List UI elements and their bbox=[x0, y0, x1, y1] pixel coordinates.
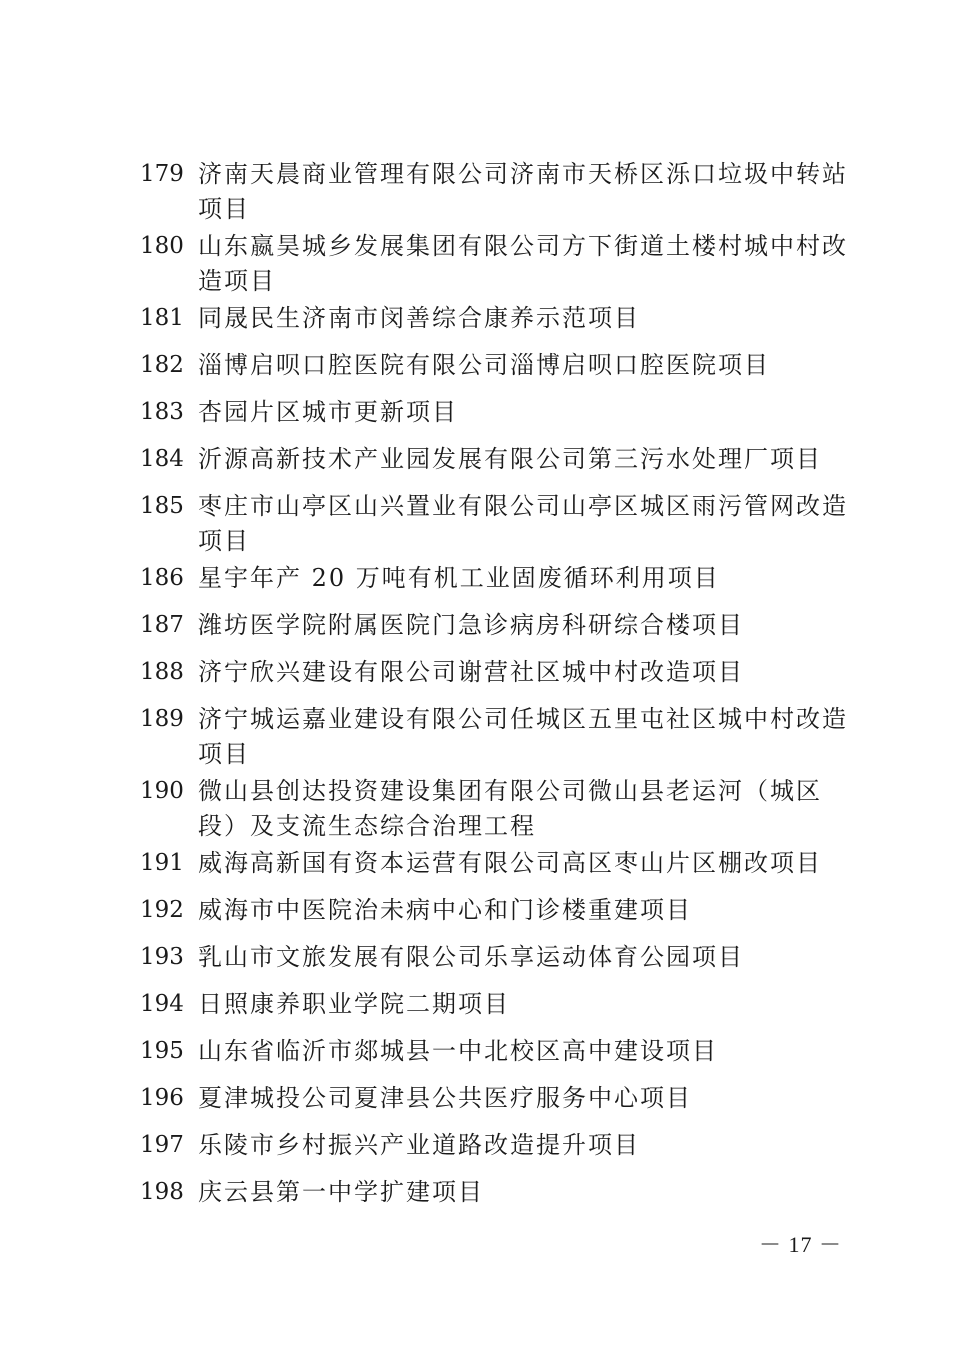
item-text: 济南天晨商业管理有限公司济南市天桥区泺口垃圾中转站项目 bbox=[198, 160, 848, 223]
item-text: 乳山市文旅发展有限公司乐享运动体育公园项目 bbox=[198, 943, 744, 971]
item-number: 184 bbox=[140, 446, 184, 472]
list-item bbox=[140, 157, 860, 227]
item-text: 乐陵市乡村振兴产业道路改造提升项目 bbox=[198, 1131, 640, 1159]
list-item bbox=[140, 893, 860, 928]
list-item bbox=[140, 348, 860, 383]
item-text: 山东嬴昊城乡发展集团有限公司方下街道土楼村城中村改造项目 bbox=[198, 232, 848, 295]
item-number: 190 bbox=[140, 778, 184, 804]
item-number: 193 bbox=[140, 944, 184, 970]
item-text: 庆云县第一中学扩建项目 bbox=[198, 1178, 484, 1206]
item-number: 185 bbox=[140, 493, 184, 519]
item-number: 197 bbox=[140, 1132, 184, 1158]
item-text: 微山县创达投资建设集团有限公司微山县老运河（城区段）及支流生态综合治理工程 bbox=[198, 777, 822, 840]
item-text: 济宁欣兴建设有限公司谢营社区城中村改造项目 bbox=[198, 658, 744, 686]
item-number: 179 bbox=[140, 161, 184, 187]
list-item bbox=[140, 1034, 860, 1069]
item-number: 196 bbox=[140, 1085, 184, 1111]
item-number: 189 bbox=[140, 706, 184, 732]
list-item bbox=[140, 301, 860, 336]
item-number: 180 bbox=[140, 233, 184, 259]
item-number: 186 bbox=[140, 565, 184, 591]
item-text: 夏津城投公司夏津县公共医疗服务中心项目 bbox=[198, 1084, 692, 1112]
project-list bbox=[140, 157, 860, 1222]
item-text: 山东省临沂市郯城县一中北校区高中建设项目 bbox=[198, 1037, 718, 1065]
item-text: 杏园片区城市更新项目 bbox=[198, 398, 458, 426]
list-item bbox=[140, 395, 860, 430]
item-number: 198 bbox=[140, 1179, 184, 1205]
item-text: 威海市中医院治未病中心和门诊楼重建项目 bbox=[198, 896, 692, 924]
item-number: 191 bbox=[140, 850, 184, 876]
list-item bbox=[140, 608, 860, 643]
item-number: 194 bbox=[140, 991, 184, 1017]
list-item bbox=[140, 774, 860, 844]
item-text: 济宁城运嘉业建设有限公司任城区五里屯社区城中村改造项目 bbox=[198, 705, 848, 768]
item-number: 188 bbox=[140, 659, 184, 685]
item-text: 日照康养职业学院二期项目 bbox=[198, 990, 510, 1018]
item-text: 星宇年产 20 万吨有机工业固废循环利用项目 bbox=[198, 564, 720, 592]
item-text: 威海高新国有资本运营有限公司高区枣山片区棚改项目 bbox=[198, 849, 822, 877]
list-item bbox=[140, 846, 860, 881]
item-number: 192 bbox=[140, 897, 184, 923]
list-item bbox=[140, 655, 860, 690]
list-item bbox=[140, 940, 860, 975]
list-item bbox=[140, 229, 860, 299]
item-text: 沂源高新技术产业园发展有限公司第三污水处理厂项目 bbox=[198, 445, 822, 473]
item-number: 181 bbox=[140, 305, 184, 331]
list-item bbox=[140, 561, 860, 596]
list-item bbox=[140, 987, 860, 1022]
item-number: 195 bbox=[140, 1038, 184, 1064]
item-text: 枣庄市山亭区山兴置业有限公司山亭区城区雨污管网改造项目 bbox=[198, 492, 848, 555]
list-item bbox=[140, 489, 860, 559]
item-number: 182 bbox=[140, 352, 184, 378]
item-text: 淄博启呗口腔医院有限公司淄博启呗口腔医院项目 bbox=[198, 351, 770, 379]
item-number: 187 bbox=[140, 612, 184, 638]
item-text: 潍坊医学院附属医院门急诊病房科研综合楼项目 bbox=[198, 611, 744, 639]
list-item bbox=[140, 702, 860, 772]
list-item bbox=[140, 1128, 860, 1163]
item-text: 同晟民生济南市闵善综合康养示范项目 bbox=[198, 304, 640, 332]
list-item bbox=[140, 1081, 860, 1116]
page-number: － 17 － bbox=[758, 1232, 842, 1257]
item-number: 183 bbox=[140, 399, 184, 425]
list-item bbox=[140, 442, 860, 477]
list-item bbox=[140, 1175, 860, 1210]
